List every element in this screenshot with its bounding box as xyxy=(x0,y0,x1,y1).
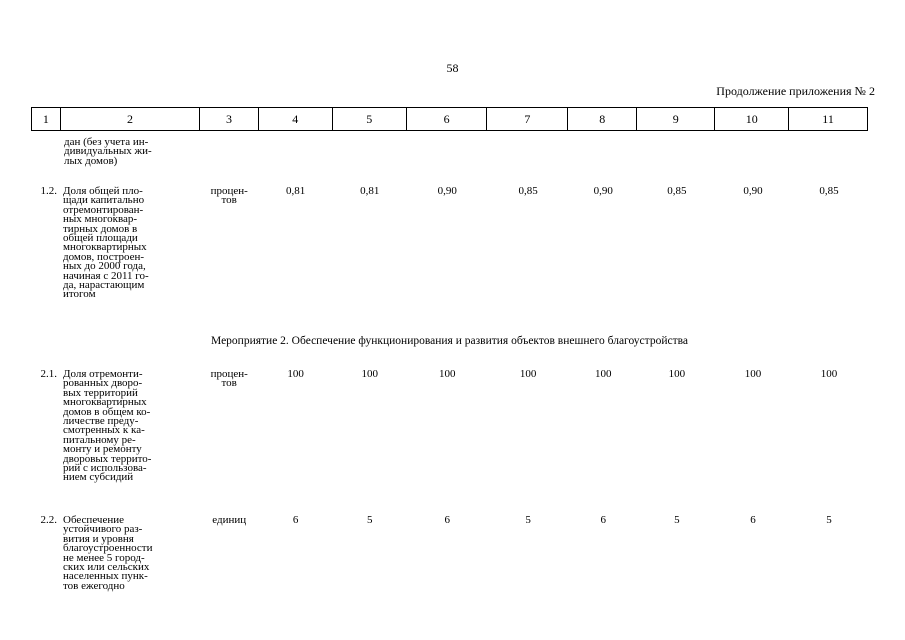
value-cell: 0,85 xyxy=(819,185,839,197)
value-cell: 0,85 xyxy=(667,185,687,197)
carryover-row xyxy=(31,138,868,166)
header-cell-11: 11 xyxy=(822,111,834,126)
header-cell-3: 3 xyxy=(200,108,259,130)
header-cell-6: 6 xyxy=(407,108,488,130)
table-row-2-1 xyxy=(31,370,868,483)
value-cell: 100 xyxy=(595,368,612,380)
value-cell: 0,90 xyxy=(593,185,613,197)
appendix-continuation-label: Продолжение приложения № 2 xyxy=(716,84,875,98)
indicator-description: Доля отремонти- рованных дворо- вых территорий многоквартирных домов в общем ко- личестве преду- смотренных к ка- питальному ре- монту и ремонту дворовых террито- рий с использова- нием субсидий xyxy=(63,368,152,484)
header-cell-2: 2 xyxy=(61,108,200,130)
value-cell: 6 xyxy=(444,514,451,526)
value-cell: 100 xyxy=(668,368,686,380)
value-cell: 100 xyxy=(744,368,762,380)
value-cell: 6 xyxy=(600,514,606,526)
header-cell-8: 8 xyxy=(568,108,637,130)
table-header-row xyxy=(31,107,868,131)
header-cell-4: 4 xyxy=(259,108,333,130)
row-number: 1.2. xyxy=(40,185,57,197)
value-cell: 5 xyxy=(367,514,373,526)
page-number: 58 xyxy=(446,61,459,75)
section-title: Мероприятие 2. Обеспечение функционирования и развития объектов внешнего благоустройства xyxy=(211,335,688,347)
value-cell: 0,81 xyxy=(360,185,380,197)
value-cell: 5 xyxy=(674,514,680,526)
value-cell: 100 xyxy=(287,368,304,380)
unit-of-measure: единиц xyxy=(212,514,247,526)
value-cell: 6 xyxy=(750,514,756,526)
indicator-description: Доля общей пло- щади капитально отремонтирован- ных многоквар- тирных домов в общей площади многоквартирных домов, построен- ных до 2000 года, начиная с 2011 го- да, нарастающим итогом xyxy=(63,185,149,301)
value-cell: 0,90 xyxy=(437,185,457,197)
value-cell: 100 xyxy=(820,368,838,380)
header-cell-10: 10 xyxy=(715,108,789,130)
carryover-description: дан (без учета ин- дивидуальных жи- лых домов) xyxy=(64,136,152,167)
header-cell-9: 9 xyxy=(637,108,715,130)
table-row-1-2 xyxy=(31,187,868,300)
unit-of-measure: процен- тов xyxy=(210,185,248,207)
header-cell-7: 7 xyxy=(487,108,568,130)
row-number: 2.2. xyxy=(40,514,57,526)
header-cell-5: 5 xyxy=(333,108,407,130)
value-cell: 0,90 xyxy=(743,185,763,197)
table-row-2-2 xyxy=(31,516,868,591)
header-cell-1: 1 xyxy=(32,108,61,130)
value-cell: 100 xyxy=(519,368,537,380)
unit-of-measure: процен- тов xyxy=(210,368,248,390)
value-cell: 100 xyxy=(361,368,379,380)
value-cell: 0,81 xyxy=(286,185,306,197)
value-cell: 5 xyxy=(826,514,832,526)
value-cell: 6 xyxy=(292,514,299,526)
row-number: 2.1. xyxy=(40,368,57,380)
value-cell: 100 xyxy=(439,368,456,380)
value-cell: 5 xyxy=(525,514,531,526)
value-cell: 0,85 xyxy=(518,185,538,197)
indicator-description: Обеспечение устойчивого раз- вития и уровня благоустроенности не менее 5 город- ских или сельских населенных пунк- тов ежегодно xyxy=(63,514,153,592)
